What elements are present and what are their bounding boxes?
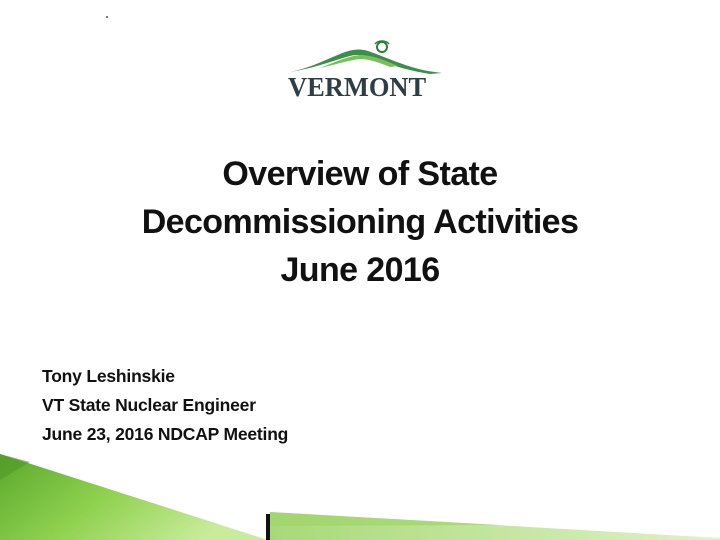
presenter-name: Tony Leshinskie: [42, 366, 175, 386]
green-wedge-left: [0, 454, 268, 540]
logo-wordmark: VERMONT: [288, 72, 427, 102]
presenter-role: VT State Nuclear Engineer: [42, 395, 256, 415]
presenter-event: June 23, 2016 NDCAP Meeting: [42, 424, 289, 444]
stray-dot: [106, 16, 108, 18]
presenter-block: [42, 362, 288, 449]
title-line-1: Overview of State: [222, 155, 498, 193]
footer-decoration: [0, 440, 720, 540]
slide-title: [60, 150, 660, 294]
title-line-2: Decommissioning Activities: [141, 203, 579, 241]
dark-bar: [266, 514, 270, 540]
title-line-3: June 2016: [280, 251, 440, 289]
vermont-logo: [280, 38, 450, 100]
